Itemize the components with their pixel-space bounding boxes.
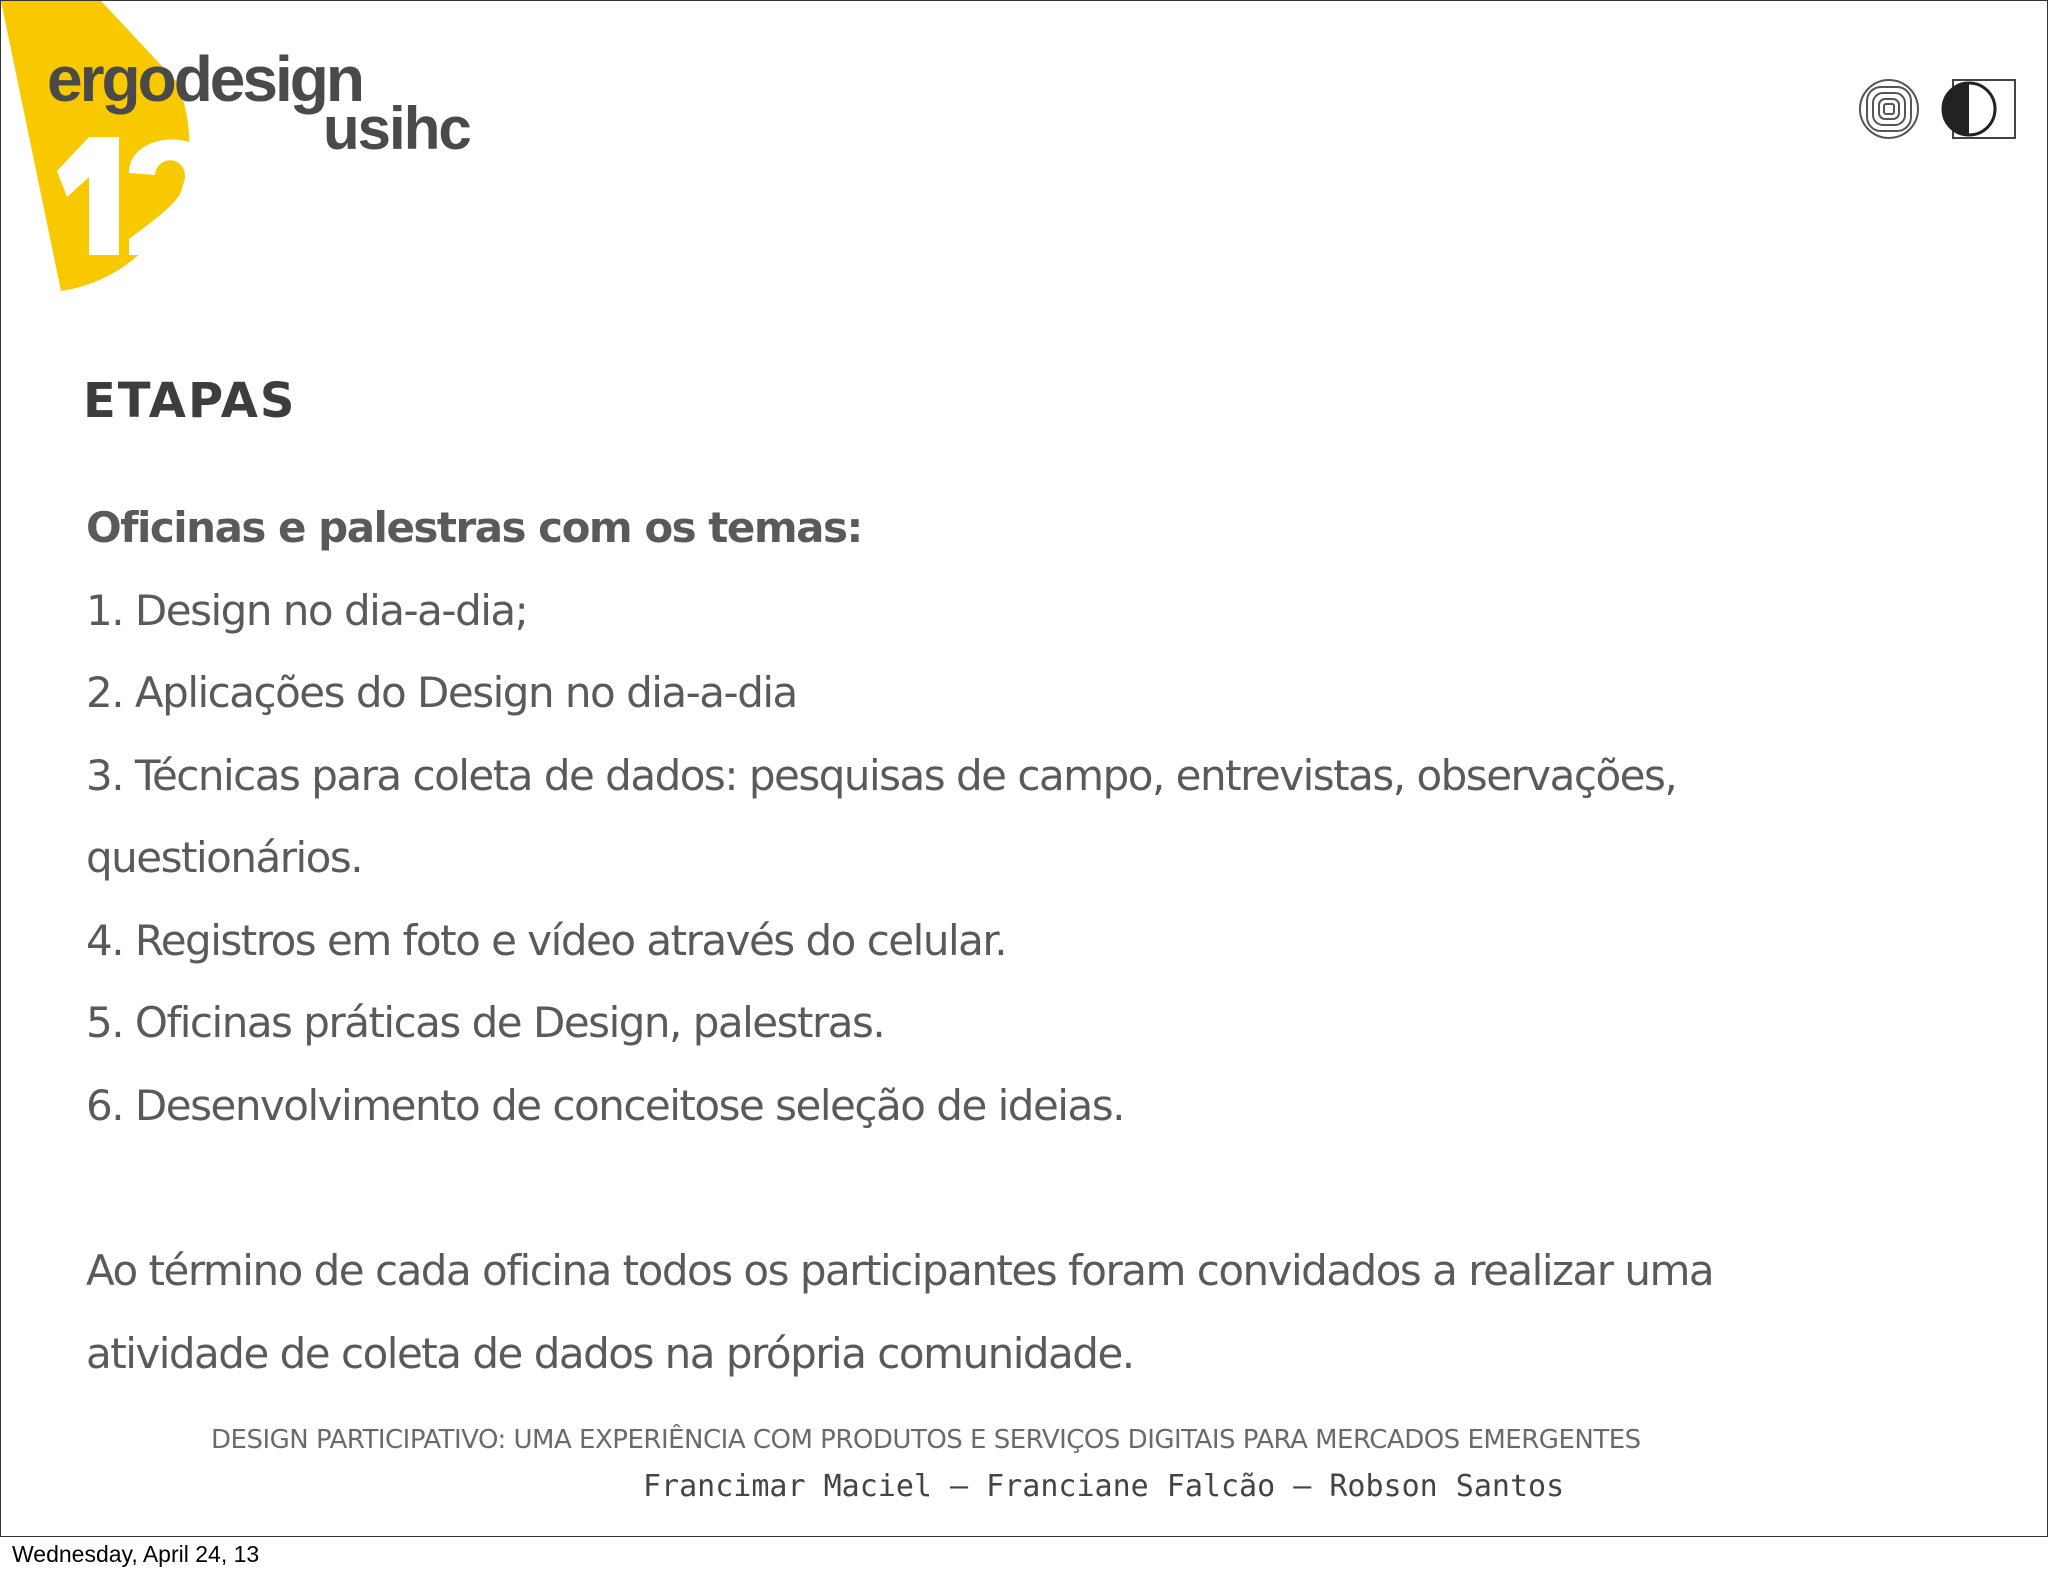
date-stamp: Wednesday, April 24, 13 <box>12 1541 260 1567</box>
list-item: 2. Aplicações do Design no dia-a-dia <box>86 668 797 717</box>
list-item: 3. Técnicas para coleta de dados: pesquisas de campo, entrevistas, observações, <box>86 750 1677 800</box>
spacer <box>86 1147 1986 1230</box>
closing-text: atividade de coleta de dados na própria comunidade. <box>86 1328 1134 1378</box>
list-item: 6. Desenvolvimento de conceitose seleção de ideias. <box>86 1080 1124 1130</box>
slide-content <box>86 487 1986 1395</box>
list-item: 4. Registros em foto e vídeo através do celular. <box>86 915 1007 965</box>
logo-word-usihc: usihc <box>323 95 470 162</box>
lead-text: Oficinas e palestras com os temas: <box>86 503 862 552</box>
slide-title: ETAPAS <box>83 373 297 429</box>
closing-text: Ao término de cada oficina todos os participantes foram convidados a realizar uma <box>86 1246 1714 1295</box>
list-item: questionários. <box>86 833 363 882</box>
list-item: 1. Design no dia-a-dia; <box>86 585 528 635</box>
concentric-squares-icon <box>1860 80 1918 138</box>
footer-title: DESIGN PARTICIPATIVO: UMA EXPERIÊNCIA COM PRODUTOS E SERVIÇOS DIGITAIS PARA MERCADOS EMERGENTES <box>211 1425 1641 1455</box>
footer-authors: Francimar Maciel – Franciane Falcão – Robson Santos <box>643 1469 1565 1504</box>
logo-word-ergodesign: ergodesign <box>47 43 362 115</box>
partner-marks <box>1857 77 2017 141</box>
half-circle-square-icon <box>1943 80 2015 138</box>
list-item: 5. Oficinas práticas de Design, palestras. <box>86 998 885 1047</box>
